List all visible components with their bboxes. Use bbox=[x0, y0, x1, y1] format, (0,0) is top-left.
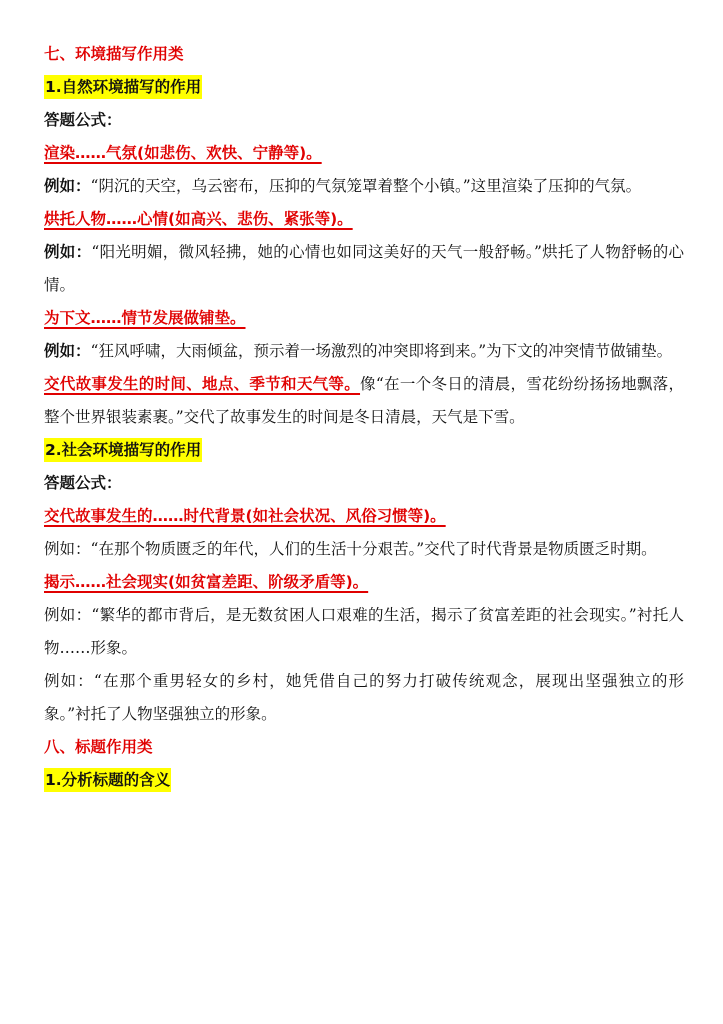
formula-text: 交代故事发生的……时代背景(如社会状况、风俗习惯等)。 bbox=[44, 507, 446, 525]
formula-text: 交代故事发生的时间、地点、季节和天气等。 bbox=[44, 375, 361, 393]
subsection-heading: 1.分析标题的含义 bbox=[44, 768, 171, 792]
example-label: 例如： bbox=[44, 540, 91, 558]
formula-text: 渲染……气氛(如悲伤、欢快、宁静等)。 bbox=[44, 144, 322, 162]
formula-text: 烘托人物……心情(如高兴、悲伤、紧张等)。 bbox=[44, 210, 353, 228]
formula-line bbox=[44, 137, 684, 170]
example-text: “在那个物质匮乏的年代，人们的生活十分艰苦。”交代了时代背景是物质匮乏时期。 bbox=[90, 540, 657, 558]
example-paragraph bbox=[44, 368, 684, 434]
example-text: “阳光明媚，微风轻拂，她的心情也如同这美好的天气一般舒畅。”烘托了人物舒畅的心情。 bbox=[44, 243, 684, 294]
example-label: 例如： bbox=[44, 342, 91, 360]
formula-text: 揭示……社会现实(如贫富差距、阶级矛盾等)。 bbox=[44, 573, 369, 591]
subsection-heading: 1.自然环境描写的作用 bbox=[44, 75, 202, 99]
formula-line bbox=[44, 566, 684, 599]
subheading-row bbox=[44, 434, 684, 467]
section-heading: 七、环境描写作用类 bbox=[44, 45, 184, 63]
subheading-row bbox=[44, 764, 684, 797]
example-text: “狂风呼啸，大雨倾盆，预示着一场激烈的冲突即将到来。”为下文的冲突情节做铺垫。 bbox=[90, 342, 673, 360]
formula-text: 为下文……情节发展做铺垫。 bbox=[44, 309, 246, 327]
formula-line bbox=[44, 500, 684, 533]
example-paragraph bbox=[44, 533, 684, 566]
example-text: “在那个重男轻女的乡村，她凭借自己的努力打破传统观念，展现出坚强独立的形象。”衬托了人物坚强独立的形象。 bbox=[44, 672, 684, 723]
formula-label: 答题公式： bbox=[44, 474, 122, 492]
document-page bbox=[44, 38, 684, 797]
example-label: 例如： bbox=[44, 177, 91, 195]
example-paragraph bbox=[44, 335, 684, 368]
example-paragraph bbox=[44, 665, 684, 731]
example-label: 例如： bbox=[44, 672, 94, 690]
formula-line bbox=[44, 203, 684, 236]
example-label: 例如： bbox=[44, 243, 92, 261]
example-paragraph bbox=[44, 236, 684, 302]
subheading-row bbox=[44, 71, 684, 104]
example-text: 像“在一个冬日的清晨，雪花纷纷扬扬地飘落，整个世界银装素裹。”交代了故事发生的时间是冬日清晨，天气是下雪。 bbox=[44, 375, 684, 426]
example-paragraph bbox=[44, 599, 684, 665]
section-heading: 八、标题作用类 bbox=[44, 738, 153, 756]
formula-line bbox=[44, 302, 684, 335]
example-label: 例如： bbox=[44, 606, 92, 624]
subsection-heading: 2.社会环境描写的作用 bbox=[44, 438, 202, 462]
example-text: “阴沉的天空，乌云密布，压抑的气氛笼罩着整个小镇。”这里渲染了压抑的气氛。 bbox=[90, 177, 642, 195]
example-paragraph bbox=[44, 170, 684, 203]
example-text: “繁华的都市背后，是无数贫困人口艰难的生活，揭示了贫富差距的社会现实。”衬托人物……形象。 bbox=[44, 606, 684, 657]
formula-label: 答题公式： bbox=[44, 111, 122, 129]
